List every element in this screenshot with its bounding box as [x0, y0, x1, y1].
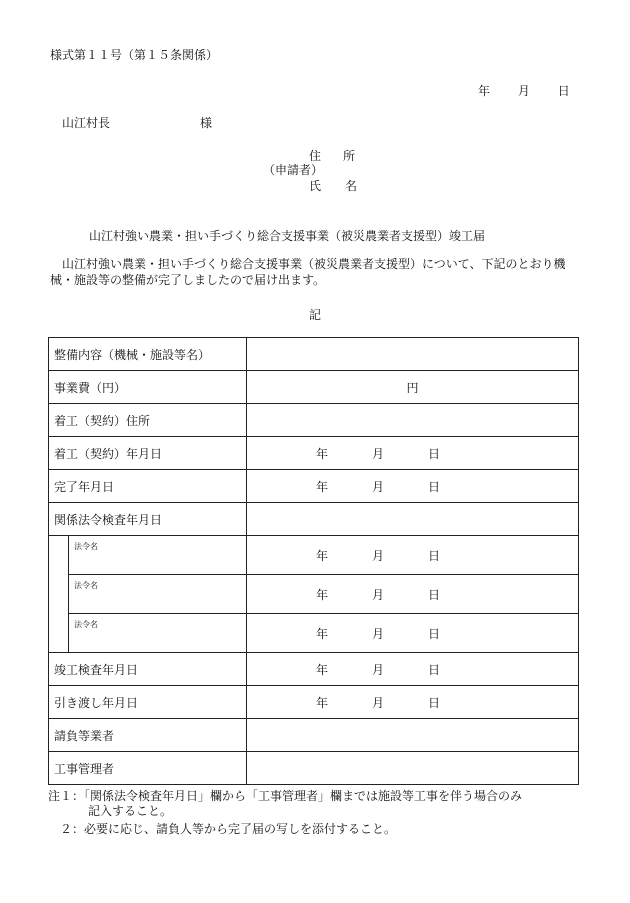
- name-label-1: 氏: [309, 179, 322, 193]
- label-cell: 竣工検査年月日: [49, 653, 247, 686]
- ymd-month: 月: [372, 662, 385, 677]
- label-cell: 着工（契約）年月日: [49, 437, 247, 470]
- ymd-year: 年: [316, 662, 329, 677]
- value-cell[interactable]: [247, 653, 579, 686]
- ymd-day: 日: [428, 662, 441, 677]
- ymd-month: 月: [372, 587, 385, 602]
- ymd-month: 月: [372, 446, 385, 461]
- ymd-year: 年: [316, 479, 329, 494]
- table-row: [49, 371, 579, 404]
- submission-date: [478, 82, 570, 99]
- note-1-continued: 記入すること。: [88, 804, 173, 818]
- table-row: [49, 470, 579, 503]
- value-cell[interactable]: [247, 575, 579, 614]
- ymd-month: 月: [372, 479, 385, 494]
- ymd-month: 月: [372, 626, 385, 641]
- table-row: [49, 752, 579, 785]
- table-row: [49, 338, 579, 371]
- value-cell[interactable]: [247, 614, 579, 653]
- label-cell: 請負等業者: [49, 719, 247, 752]
- label-cell: 完了年月日: [49, 470, 247, 503]
- ymd-day: 日: [428, 548, 441, 563]
- applicant-role: （申請者）: [263, 163, 324, 177]
- table-row: [49, 686, 579, 719]
- table-row: [49, 536, 579, 575]
- address-label-2: 所: [343, 149, 358, 163]
- ymd-year: 年: [316, 446, 329, 461]
- value-cell[interactable]: [247, 470, 579, 503]
- report-table: [48, 337, 579, 785]
- note-2: ２：必要に応じ、請負人等から完了届の写しを添付すること。: [60, 822, 397, 836]
- value-cell[interactable]: [247, 719, 579, 752]
- sub-label-cell: 法令名: [69, 614, 247, 653]
- ymd-month: 月: [372, 548, 385, 563]
- name-label: [309, 177, 357, 194]
- value-cell[interactable]: [247, 503, 579, 536]
- ymd-day: 日: [428, 626, 441, 641]
- addressee-honorific: 様: [200, 116, 213, 130]
- ki-heading: 記: [309, 308, 322, 322]
- body-text: 山江村強い農業・担い手づくり総合支援事業（被災農業者支援型）について、下記のとおり機械・施設等の整備が完了しましたので届け出ます。: [50, 257, 566, 287]
- table-row: [49, 614, 579, 653]
- ymd-day: 日: [428, 479, 441, 494]
- date-month: 月: [517, 84, 530, 98]
- value-cell[interactable]: [247, 536, 579, 575]
- name-label-2: 名: [345, 179, 358, 193]
- value-cell[interactable]: [247, 752, 579, 785]
- date-day: 日: [557, 84, 570, 98]
- label-cell: 着工（契約）住所: [49, 404, 247, 437]
- ymd-year: 年: [316, 548, 329, 563]
- sub-label-cell: 法令名: [69, 536, 247, 575]
- addressee: [62, 114, 212, 131]
- ymd-day: 日: [428, 446, 441, 461]
- label-cell: 整備内容（機械・施設等名）: [49, 338, 247, 371]
- table-row: [49, 503, 579, 536]
- table-row: [49, 575, 579, 614]
- ymd-year: 年: [316, 587, 329, 602]
- label-cell: 関係法令検査年月日: [49, 503, 247, 536]
- note-1: 注１：「関係法令検査年月日」欄から「工事管理者」欄までは施設等工事を伴う場合のみ: [48, 789, 523, 803]
- ymd-month: 月: [372, 695, 385, 710]
- value-cell[interactable]: [247, 437, 579, 470]
- date-year: 年: [478, 84, 491, 98]
- form-number: 様式第１１号（第１５条関係）: [50, 48, 219, 62]
- ymd-year: 年: [316, 626, 329, 641]
- sub-label-cell: 法令名: [69, 575, 247, 614]
- value-cell[interactable]: [247, 371, 579, 404]
- table-row: [49, 719, 579, 752]
- value-cell[interactable]: [247, 404, 579, 437]
- ymd-year: 年: [316, 695, 329, 710]
- value-cell[interactable]: [247, 338, 579, 371]
- table-row: [49, 404, 579, 437]
- label-cell: 引き渡し年月日: [49, 686, 247, 719]
- ymd-day: 日: [428, 695, 441, 710]
- label-cell: 工事管理者: [49, 752, 247, 785]
- value-cell[interactable]: [247, 686, 579, 719]
- addressee-name: 山江村長: [62, 116, 111, 130]
- yen-unit: 円: [406, 380, 419, 395]
- address-label-1: 住: [309, 149, 324, 163]
- document-title: 山江村強い農業・担い手づくり総合支援事業（被災農業者支援型）竣工届: [89, 229, 486, 243]
- label-cell: 事業費（円）: [49, 371, 247, 404]
- ymd-day: 日: [428, 587, 441, 602]
- table-row: [49, 653, 579, 686]
- table-row: [49, 437, 579, 470]
